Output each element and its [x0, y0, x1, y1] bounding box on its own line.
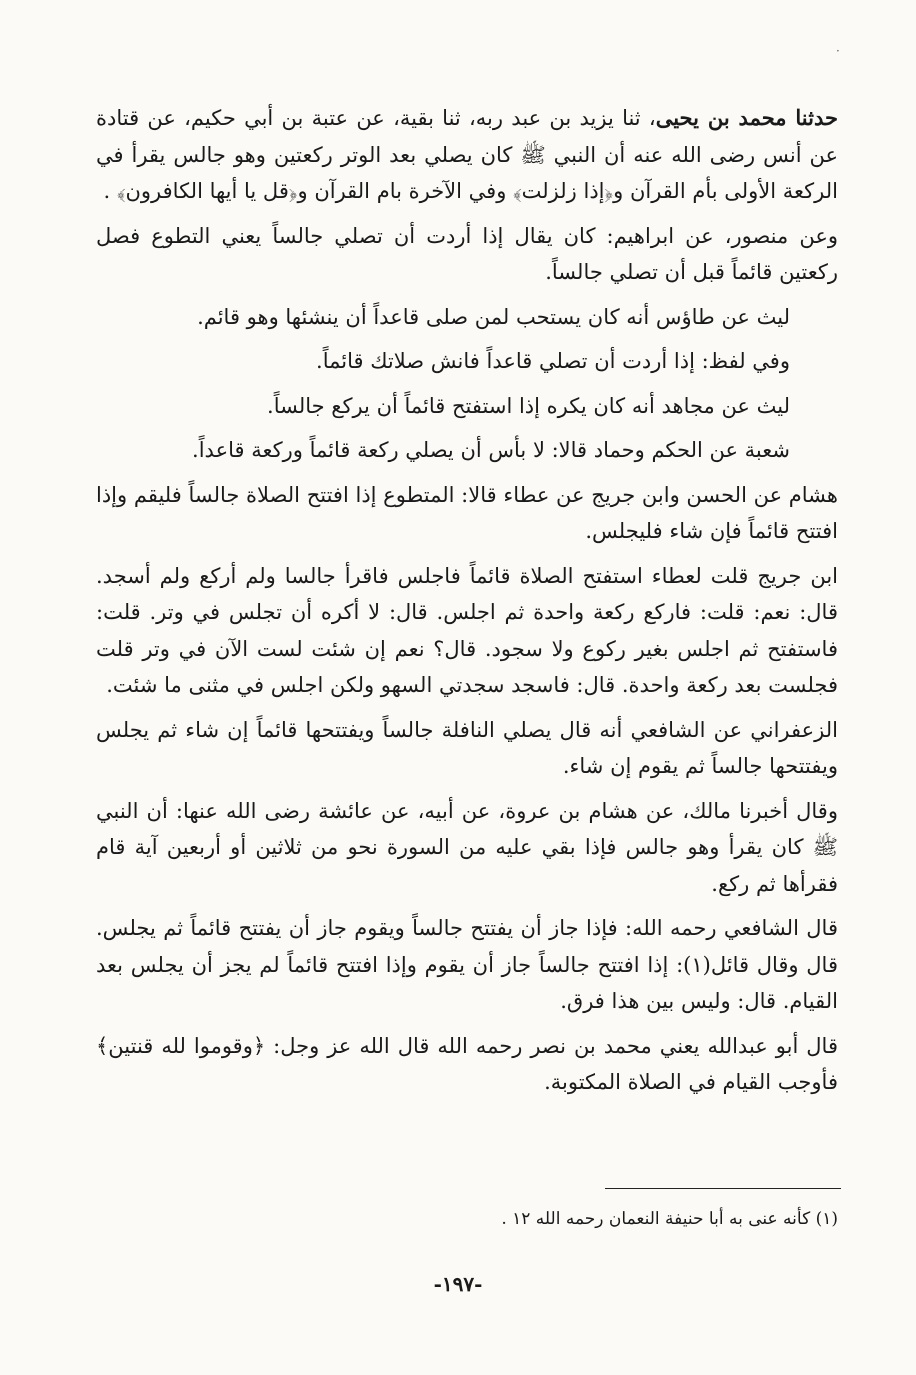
paragraph-9: الزعفراني عن الشافعي أنه قال يصلي النافلة جالساً ويفتتحها قائماً إن شاء ثم يجلس ويفتتحها جالساً ثم يقوم إن شاء. — [96, 717, 838, 778]
paragraph-4: وفي لفظ: إذا أردت أن تصلي قاعداً فانش صلاتك قائماً. — [316, 349, 790, 373]
paragraph-12: قال أبو عبدالله يعني محمد بن نصر رحمه الله قال الله عز وجل: ﴿وقوموا لله قنتين﴾ فأوجب القيام في الصلاة المكتوبة. — [96, 1033, 838, 1094]
paragraph-10: وقال أخبرنا مالك، عن هشام بن عروة، عن أبيه، عن عائشة رضى الله عنها: أن النبي ﷺ كان يقرأ وهو جالس فإذا بقي عليه من السورة نحو من ثلاثين أو أربعين آية قام فقرأها ثم ركع. — [96, 798, 838, 896]
paragraph-3: ليث عن طاؤس أنه كان يستحب لمن صلى قاعداً أن ينشئها وهو قائم. — [197, 304, 790, 329]
paragraph-5: ليث عن مجاهد أنه كان يكره إذا استفتح قائماً أن يركع جالساً. — [267, 393, 790, 418]
paragraph-8: ابن جريج قلت لعطاء استفتح الصلاة قائماً فاجلس فاقرأ جالسا ولم أركع ولم أسجد. قال: نعم: قلت: فاركع ركعة واحدة ثم اجلس. قال: لا أكره أن تجلس في وتر. قلت: فاستفتح ثم اجلس بغير ركوع ولا سجود. قال؟ نعم إن شئت لست الآن في وتر قلت فجلست بعد ركعة واحدة. قال: فاسجد سجدتي السهو ولكن اجلس في مثنى ما شئت. — [96, 563, 838, 697]
page-number: -١٩٧- — [433, 1272, 483, 1296]
footnote-divider — [605, 1188, 841, 1189]
paragraph-6: شعبة عن الحكم وحماد قالا: لا بأس أن يصلي ركعة قائماً وركعة قاعداً. — [192, 438, 790, 462]
paragraph-2: وعن منصور، عن ابراهيم: كان يقال إذا أردت أن تصلي جالساً يعني التطوع فصل ركعتين قائماً قبل أن تصلي جالساً. — [96, 223, 838, 284]
paragraph-1: حدثنا محمد بن يحيى، ثنا يزيد بن عبد ربه، ثنا بقية، عن عتبة بن أبي حكيم، عن قتادة عن أنس رضى الله عنه أن النبي ﷺ كان يصلي بعد الوتر ركعتين وهو جالس يقرأ في الركعة الأولى بأم القرآن و﴿إذا زلزلت﴾ وفي الآخرة بام القرآن و﴿قل يا أيها الكافرون﴾ . — [96, 105, 838, 203]
footnote: (١) كأنه عنى به أبا حنيفة النعمان رحمه الله ١٢ . — [501, 1209, 838, 1229]
page-body — [96, 100, 838, 1109]
paragraph-7: هشام عن الحسن وابن جريج عن عطاء قالا: المتطوع إذا افتتح الصلاة جالساً فليقم وإذا افتتح قائماً فإن شاء فليجلس. — [96, 482, 838, 543]
paragraph-11: قال الشافعي رحمه الله: فإذا جاز أن يفتتح جالساً ويقوم جاز أن يفتتح قائماً ثم يجلس. قال وقال قائل(١): إذا افتتح جالساً جاز أن يقوم وإذا افتتح قائماً لم يجز أن يجلس بعد القيام. قال: وليس بين هذا فرق. — [96, 916, 838, 1013]
margin-mark: · — [836, 44, 840, 58]
